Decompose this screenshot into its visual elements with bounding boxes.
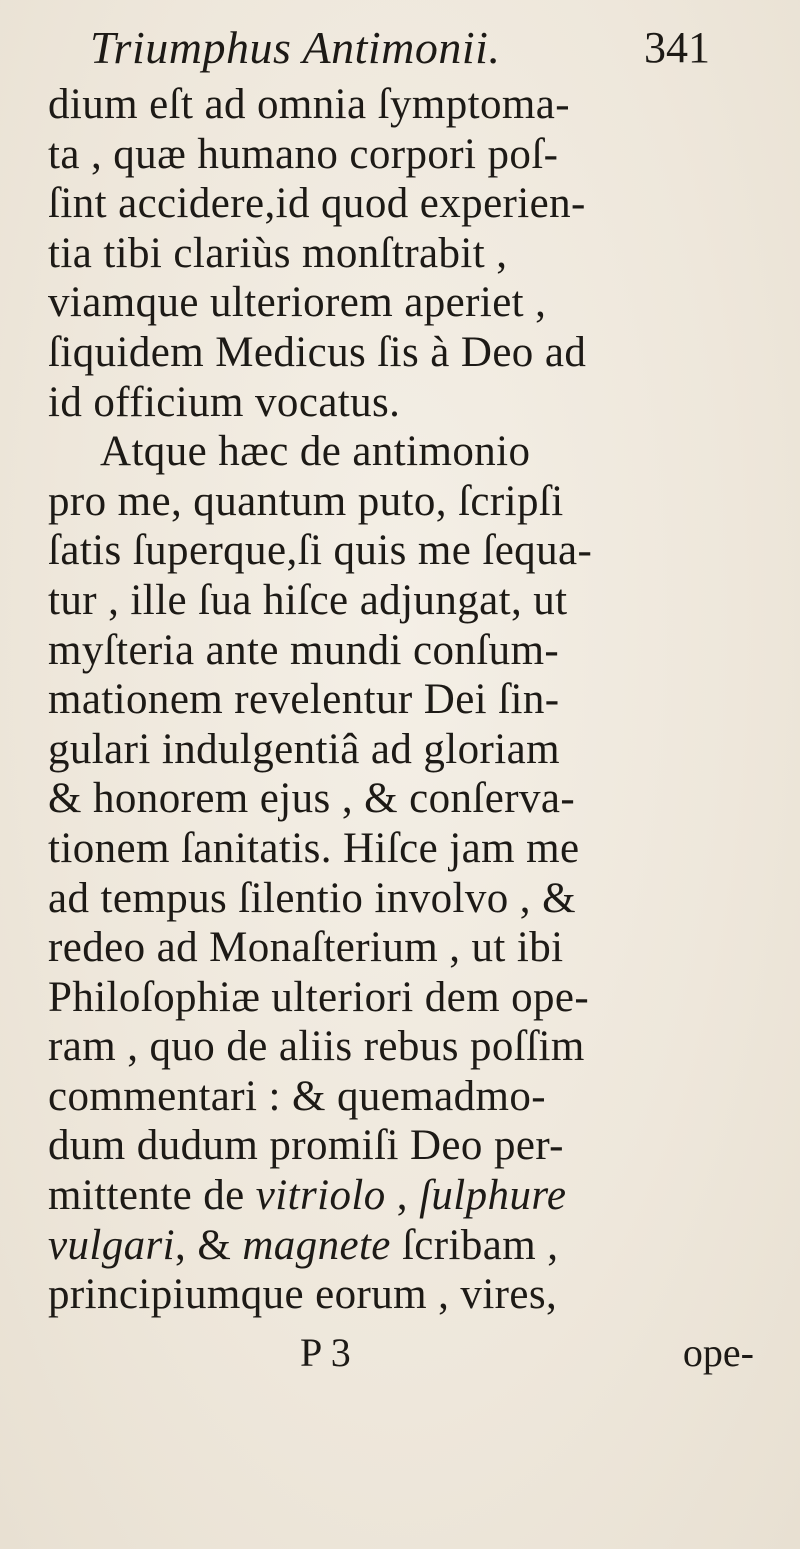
running-title: Triumphus Antimonii.: [90, 22, 501, 73]
text-line: pro me, quantum puto, ſcripſi: [48, 477, 564, 525]
text-line: id officium vocatus.: [48, 378, 401, 426]
italic-term: ſulphure: [419, 1172, 567, 1220]
text-line: ad tempus ſilentio involvo , &: [48, 874, 576, 922]
text-line: ta , quæ humano corpori poſ-: [48, 130, 559, 178]
body-text: [48, 80, 778, 1320]
text-line: tionem ſanitatis. Hiſce jam me: [48, 824, 580, 872]
text-line-mixed: [48, 1171, 778, 1221]
text-line: tia tibi clariùs monſtrabit ,: [48, 229, 508, 277]
text-line: dium eſt ad omnia ſymptoma-: [48, 81, 570, 128]
text-line: gulari indulgentiâ ad gloriam: [48, 725, 560, 773]
text-segment: ,: [385, 1172, 420, 1220]
paragraph-start-line: Atque hæc de antimonio: [100, 428, 531, 476]
text-line: mationem revelentur Dei ſin-: [48, 676, 560, 724]
running-head: [90, 22, 710, 74]
text-line: commentari : & quemadmo-: [48, 1072, 546, 1120]
text-segment: mittente de: [48, 1172, 245, 1220]
text-line: Philoſophiæ ulteriori dem ope-: [48, 973, 590, 1021]
italic-term: magnete: [242, 1221, 391, 1269]
text-line: ſiquidem Medicus ſis à Deo ad: [48, 328, 587, 376]
text-line: myſteria ante mundi conſum-: [48, 626, 560, 674]
text-line: ram , quo de aliis rebus poſſim: [48, 1023, 585, 1071]
text-line: ſint accidere,id quod experien-: [48, 180, 586, 228]
text-line: dum dudum promiſi Deo per-: [48, 1122, 564, 1170]
text-line: viamque ulteriorem aperiet ,: [48, 279, 547, 327]
text-line: tur , ille ſua hiſce adjungat, ut: [48, 576, 568, 624]
page-number: 341: [644, 23, 710, 72]
page-footer: [48, 1328, 778, 1378]
text-segment: , &: [175, 1221, 243, 1269]
text-line-mixed: [48, 1221, 778, 1271]
italic-term: vulgari: [48, 1221, 176, 1269]
text-line: ſatis ſuperque,ſi quis me ſequa-: [48, 527, 593, 575]
text-line: redeo ad Monaſterium , ut ibi: [48, 924, 564, 972]
text-line: & honorem ejus , & conſerva-: [48, 775, 576, 823]
signature-mark: P 3: [300, 1330, 351, 1375]
italic-term: vitriolo: [255, 1172, 386, 1220]
text-line: principiumque eorum , vires,: [48, 1271, 558, 1319]
catchword: ope-: [682, 1330, 754, 1375]
text-segment: ſcribam ,: [390, 1221, 559, 1269]
